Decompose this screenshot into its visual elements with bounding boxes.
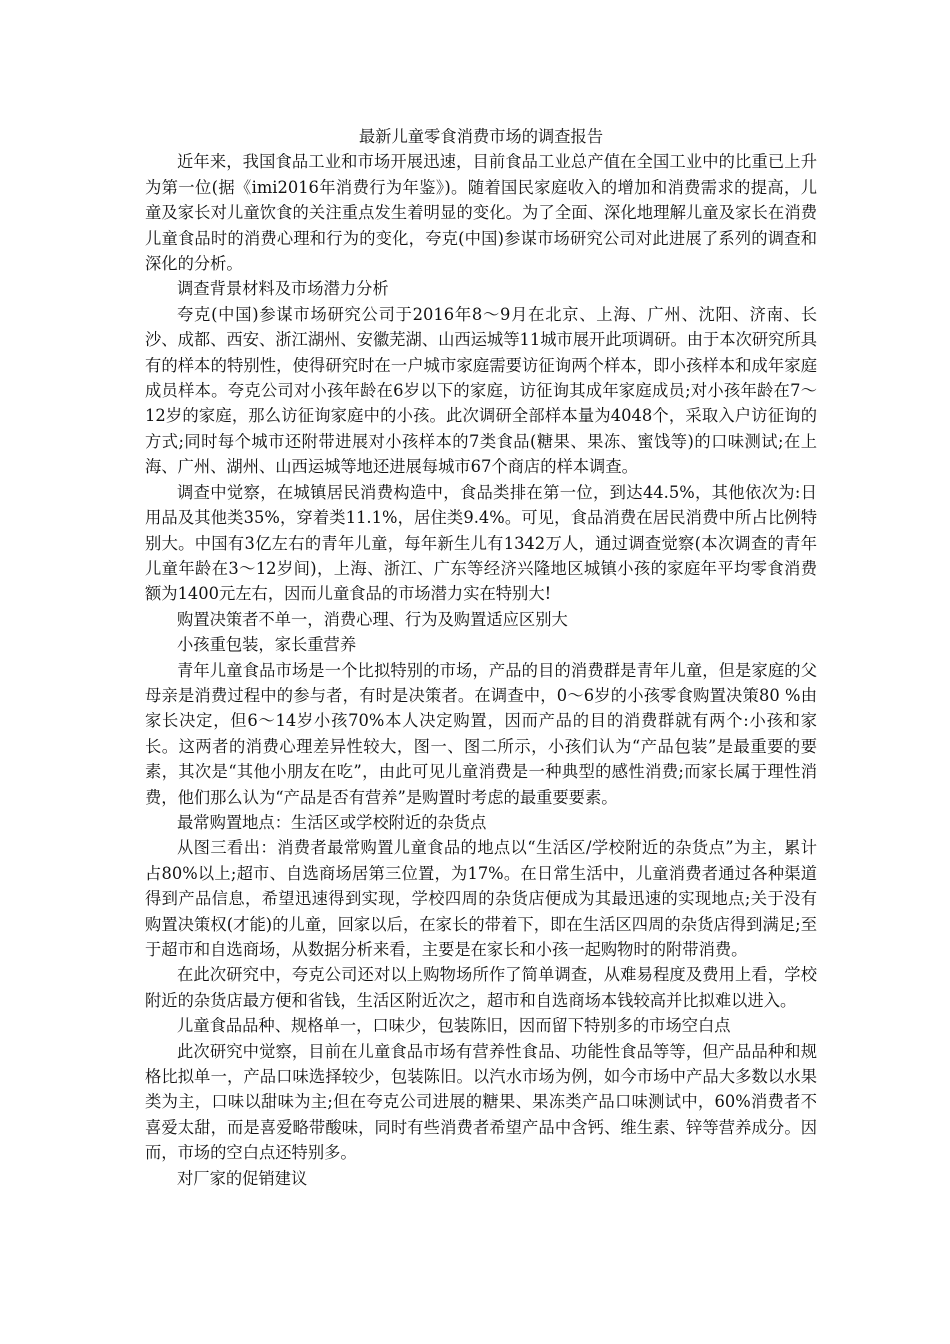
paragraph-purchase-location: 从图三看出：消费者最常购置儿童食品的地点以“生活区/学校附近的杂货点”为主，累计占80%以上;超市、自选商场居第三位置，为17%。在日常生活中，儿童消费者通过各种渠道得到产品信息，希望迅速得到实现，学校四周的杂货店便成为其最迅速的实现地点;关于没有购置决策权(才能)的儿童，回家以后，在家长的带着下，即在生活区四周的杂货店得到满足;至于超市和自选商场，从数据分析来看，主要是在家长和小孩一起购物时的附带消费。 bbox=[145, 838, 817, 959]
paragraph-store-survey: 在此次研究中，夸克公司还对以上购物场所作了简单调查，从难易程度及费用上看，学校附近的杂货店最方便和省钱，生活区附近次之，超市和自选商场本钱较高并比拟难以进入。 bbox=[145, 965, 817, 1010]
section-heading-promotion-advice: 对厂家的促销建议 bbox=[177, 1168, 308, 1188]
paragraph-target-groups: 青年儿童食品市场是一个比拟特别的市场，产品的目的消费群是青年儿童，但是家庭的父母亲是消费过程中的参与者，有时是决策者。在调查中，0～6岁的小孩零食购置决策80 %由家长决定，但6～14岁小孩70%本人决定购置，因而产品的目的消费群就有两个:小孩和家长。这两者的消费心理差异性较大，图一、图二所示，小孩们认为“产品包装”是最重要的要素，其次是“其他小朋友在吃”，由此可见儿童消费是一种典型的感性消费;而家长属于理性消费，他们那么认为“产品是否有营养”是购置时考虑的最重要要素。 bbox=[145, 660, 817, 807]
subsection-heading-purchase-location: 最常购置地点：生活区或学校附近的杂货点 bbox=[177, 812, 487, 832]
paragraph-survey-method: 夸克(中国)参谋市场研究公司于2016年8～9月在北京、上海、广州、沈阳、济南、长沙、成都、西安、浙江湖州、安徽芜湖、山西运城等11城市展开此项调研。由于本次研究所具有的样本的特别性，使得研究时在一户城市家庭需要访征询两个样本，即小孩样本和成年家庭成员样本。夸克公司对小孩年龄在6岁以下的家庭，访征询其成年家庭成员;对小孩年龄在7～12岁的家庭，那么访征询家庭中的小孩。此次调研全部样本量为4048个，采取入户访征询的方式;同时每个城市还附带进展对小孩样本的7类食品(糖果、果冻、蜜饯等)的口味测试;在上海、广州、湖州、山西运城等地还进展每城市67个商店的样本调查。 bbox=[145, 304, 817, 477]
section-heading-decision-makers: 购置决策者不单一，消费心理、行为及购置适应区别大 bbox=[177, 609, 568, 629]
subsection-heading-packaging-nutrition: 小孩重包装，家长重营养 bbox=[177, 635, 357, 655]
section-heading-background: 调查背景材料及市场潜力分析 bbox=[177, 279, 389, 299]
paragraph-market-gaps: 此次研究中觉察，目前在儿童食品市场有营养性食品、功能性食品等等，但产品品种和规格比拟单一，产品口味选择较少，包装陈旧。以汽水市场为例，如今市场中产品大多数以水果类为主，口味以甜味为主;但在夸克公司进展的糖果、果冻类产品口味测试中，60%消费者不喜爱太甜，而是喜爱略带酸味，同时有些消费者希望产品中含钙、维生素、锌等营养成分。因而，市场的空白点还特别多。 bbox=[145, 1041, 817, 1163]
document-title: 最新儿童零食消费市场的调查报告 bbox=[358, 127, 604, 146]
paragraph-consumption-structure: 调查中觉察，在城镇居民消费构造中，食品类排在第一位，到达44.5%，其他依次为:日用品及其他类35%，穿着类11.1%，居住类9.4%。可见，食品消费在居民消费中所占比例特别大。中国有3亿左右的青年儿童，每年新生儿有1342万人，通过调查觉察(本次调查的青年儿童年龄在3～12岁间)，上海、浙江、广东等经济兴隆地区城镇小孩的家庭年平均零食消费额为1400元左右，因而儿童食品的市场潜力实在特别大! bbox=[145, 482, 817, 604]
section-heading-market-gaps: 儿童食品品种、规格单一，口味少，包装陈旧，因而留下特别多的市场空白点 bbox=[177, 1016, 731, 1036]
document-body bbox=[145, 149, 817, 1191]
paragraph-intro: 近年来，我国食品工业和市场开展迅速，目前食品工业总产值在全国工业中的比重已上升为第一位(据《imi2016年消费行为年鉴》)。随着国民家庭收入的增加和消费需求的提高，儿童及家长对儿童饮食的关注重点发生着明显的变化。为了全面、深化地理解儿童及家长在消费儿童食品时的消费心理和行为的变化，夸克(中国)参谋市场研究公司对此进展了系列的调查和深化的分析。 bbox=[145, 152, 817, 274]
document-page bbox=[145, 124, 817, 1191]
